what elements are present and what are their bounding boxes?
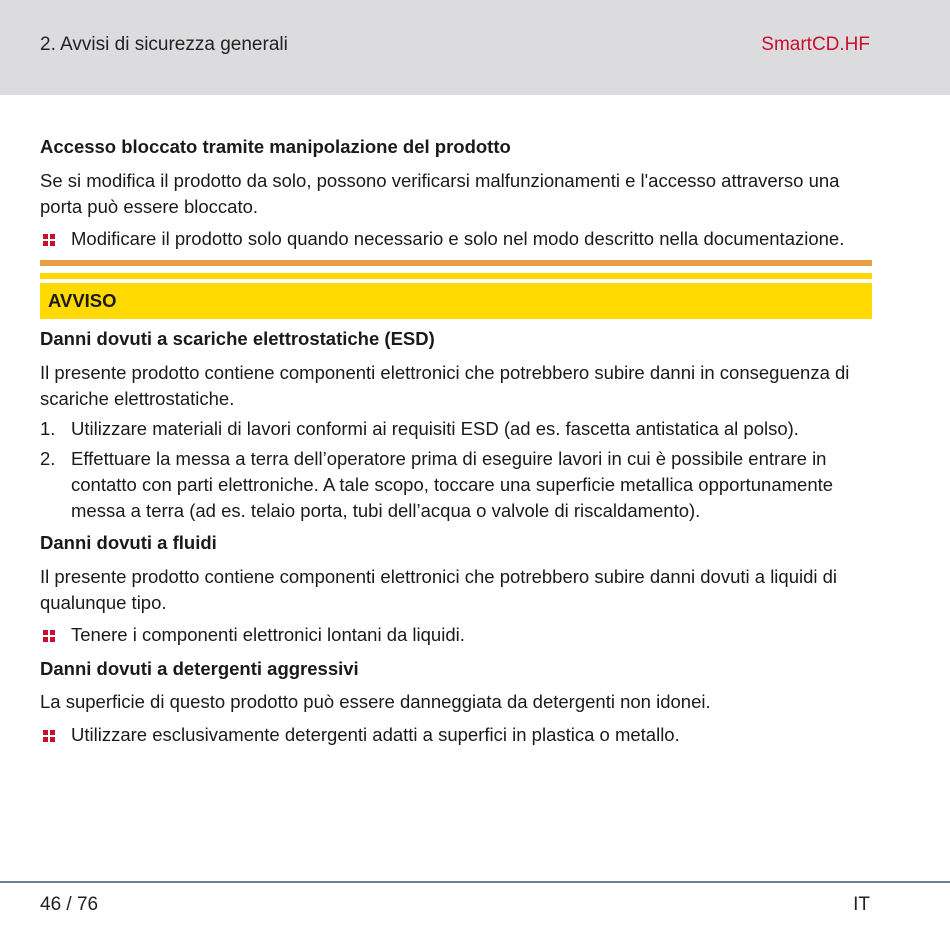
step-number: 1. — [40, 418, 56, 439]
bullet-text: Modificare il prodotto solo quando necessario e solo nel modo descritto nella documentazione. — [71, 228, 845, 249]
warning-divider — [40, 260, 872, 266]
bullet-icon — [43, 234, 55, 246]
bullet-icon — [43, 630, 55, 642]
page-content — [40, 134, 872, 748]
bullet-fluids — [40, 622, 872, 648]
para-manipulation: Se si modifica il prodotto da solo, possono verificarsi malfunzionamenti e l'accesso attraverso una porta può essere bloccato. — [40, 170, 840, 217]
notice-label: AVVISO — [48, 290, 117, 311]
heading-fluids: Danni dovuti a fluidi — [40, 532, 217, 553]
page-header — [0, 0, 950, 95]
step-number: 2. — [40, 448, 56, 469]
bullet-icon — [43, 730, 55, 742]
bullet-text: Utilizzare esclusivamente detergenti adatti a superfici in plastica o metallo. — [71, 724, 680, 745]
brand-name: SmartCD.HF — [761, 34, 870, 55]
step-text: Utilizzare materiali di lavori conformi ai requisiti ESD (ad es. fascetta antistatica al polso). — [71, 418, 799, 439]
notice-divider — [40, 273, 872, 279]
notice-banner — [40, 283, 872, 319]
para-detergents: La superficie di questo prodotto può essere danneggiata da detergenti non idonei. — [40, 691, 711, 712]
heading-detergents: Danni dovuti a detergenti aggressivi — [40, 658, 359, 679]
footer-divider — [0, 881, 950, 883]
bullet-manipulation — [40, 226, 872, 252]
section-title: 2. Avvisi di sicurezza generali — [40, 34, 288, 55]
step-1 — [40, 416, 872, 442]
page-number: 46 / 76 — [40, 894, 99, 915]
bullet-text: Tenere i componenti elettronici lontani da liquidi. — [71, 624, 465, 645]
heading-manipulation: Accesso bloccato tramite manipolazione del prodotto — [40, 136, 511, 157]
para-fluids: Il presente prodotto contiene componenti elettronici che potrebbero subire danni dovuti a liquidi di qualunque tipo. — [40, 566, 838, 613]
para-esd: Il presente prodotto contiene componenti elettronici che potrebbero subire danni in conseguenza di scariche elettrostatiche. — [40, 362, 850, 409]
language-code: IT — [853, 894, 870, 915]
bullet-detergents — [40, 722, 872, 748]
step-2 — [40, 446, 872, 524]
heading-esd: Danni dovuti a scariche elettrostatiche (ESD) — [40, 328, 435, 349]
step-text: Effettuare la messa a terra dell’operatore prima di eseguire lavori in cui è possibile entrare in contatto con parti elettroniche. A tale scopo, toccare una superficie metallica opportunamente messa a terra (ad es. telaio porta, tubi dell’acqua o valvole di riscaldamento). — [71, 448, 834, 521]
